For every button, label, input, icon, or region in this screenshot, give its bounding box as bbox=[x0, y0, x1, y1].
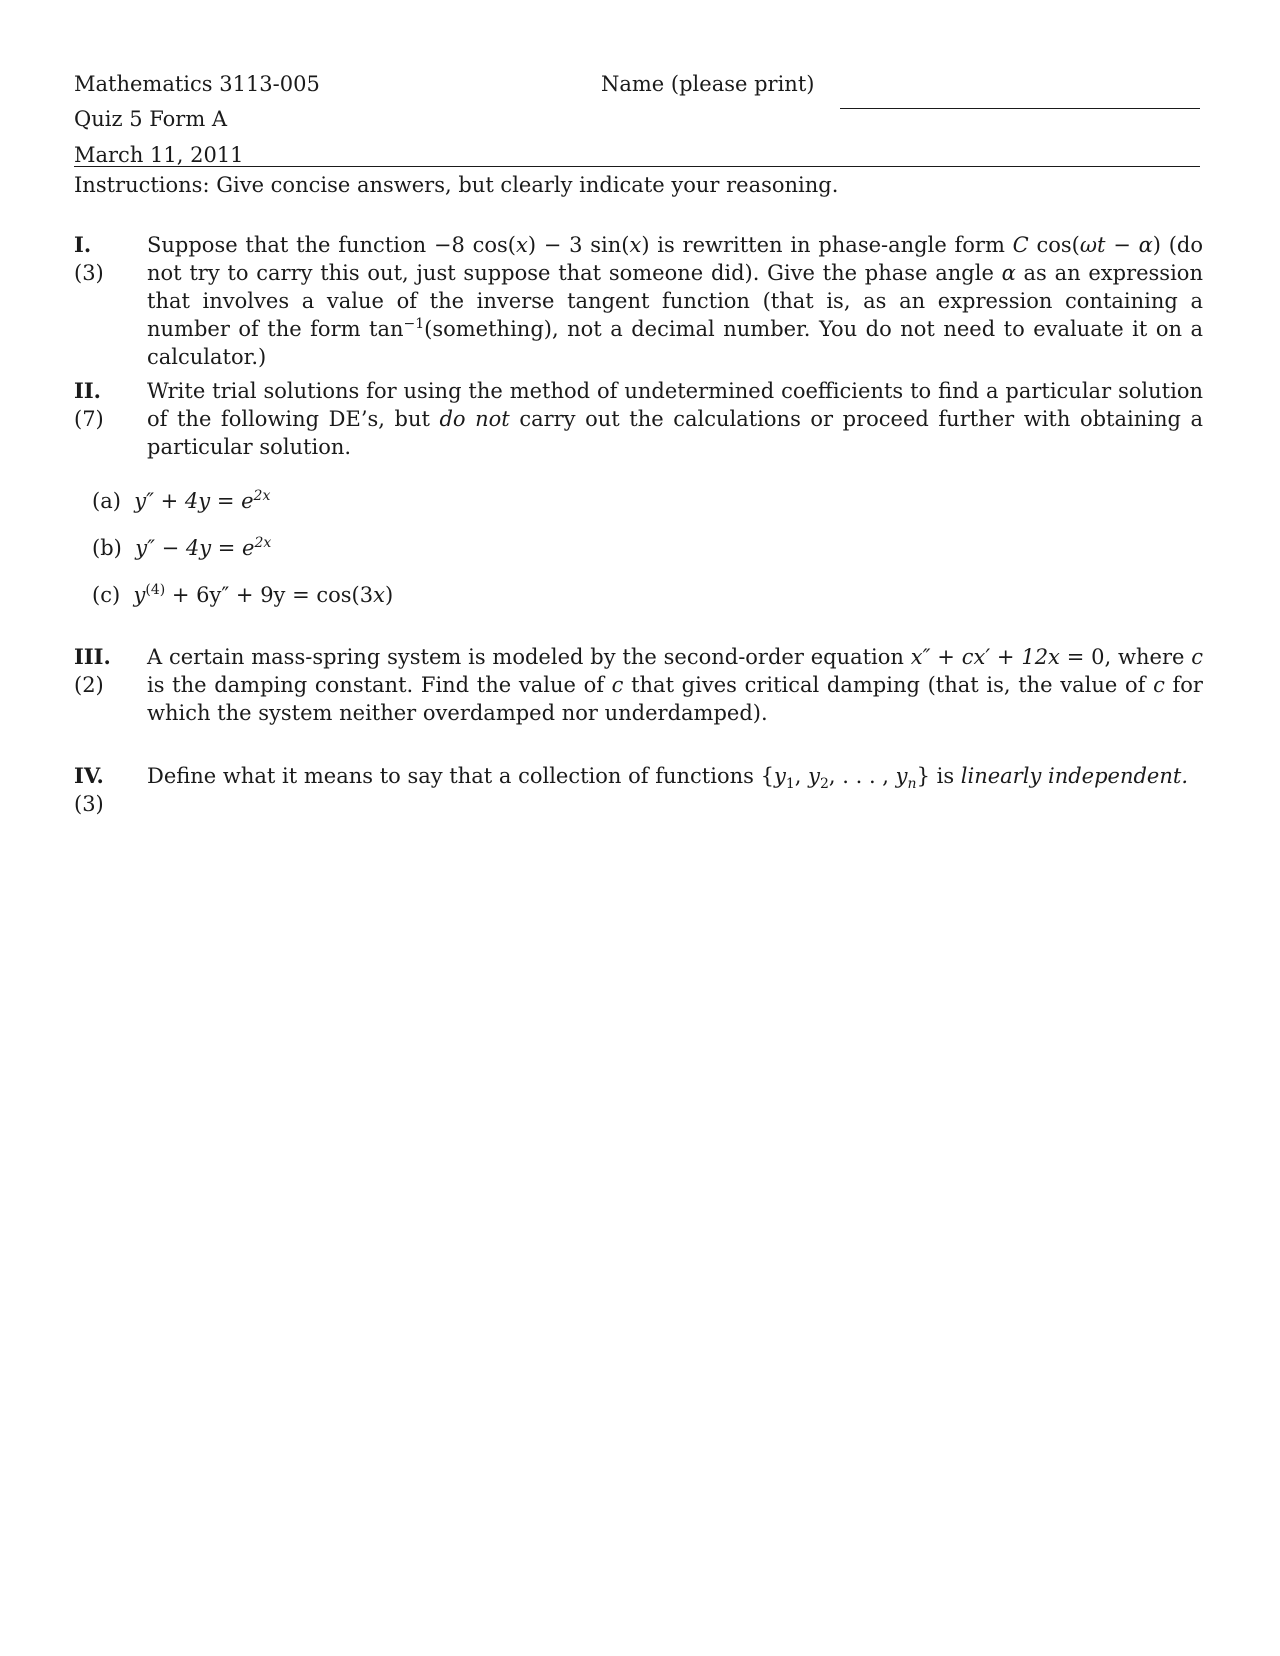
problem-2-text: Write trial solutions for using the method of undetermined coefficients to find a particular solution of the following DE’s, but do not carry out the calculations or proceed further with obtaining a particular solution. bbox=[147, 379, 1203, 459]
problem-3-points: (2) bbox=[74, 673, 104, 697]
problem-1-text: Suppose that the function −8 cos(x) − 3 sin(x) is rewritten in phase-angle form C cos(ωt − α) (do not try to carry this out, just suppose that someone did). Give the phase angle α as an expression that involves a value of the inverse tangent function (that is, as an expression containing a number of the form $\tan^{-1}(something)$, not a decimal number. You do not need to evaluate it on a calculator.) bbox=[147, 233, 1204, 369]
quiz-date: March 11, 2011 bbox=[74, 143, 244, 167]
problem-1-points: (3) bbox=[74, 261, 104, 285]
problem-2-part-b: (b) $y'' - 4y = e^{2x}$ bbox=[92, 535, 272, 560]
problem-1-number: I. bbox=[74, 232, 92, 257]
problem-3-text: A certain mass-spring system is modeled by the second-order equation x″ + cx′ + 12x = 0, where c is the damping constant. Find the value of c that gives critical damping (that is, the value of c for which the system neither overdamped nor underdamped). bbox=[147, 645, 1203, 725]
problem-4-text: Define what it means to say that a collection of functions {$y_1$, $y_2$, . . . , $y_n$} is linearly independent. bbox=[147, 764, 1188, 793]
quiz-title: Quiz 5 Form A bbox=[74, 107, 228, 131]
problem-4-number: IV. bbox=[74, 763, 104, 788]
problem-4-points: (3) bbox=[74, 792, 104, 816]
name-label: Name (please print) bbox=[601, 72, 815, 96]
problem-2-part-c: (c) $y^{(4)} + 6y'' + 9y = \cos(3x)$ bbox=[92, 582, 394, 607]
course-title: Mathematics 3113-005 bbox=[74, 72, 320, 96]
problem-2-number: II. bbox=[74, 378, 101, 403]
header-divider bbox=[74, 166, 1200, 167]
problem-3-number: III. bbox=[74, 644, 111, 669]
problem-2-part-a: (a) $y'' + 4y = e^{2x}$ bbox=[92, 488, 271, 513]
problem-2-points: (7) bbox=[74, 407, 104, 431]
instructions: Instructions: Give concise answers, but clearly indicate your reasoning. bbox=[74, 173, 839, 197]
name-blank-line bbox=[840, 108, 1200, 109]
